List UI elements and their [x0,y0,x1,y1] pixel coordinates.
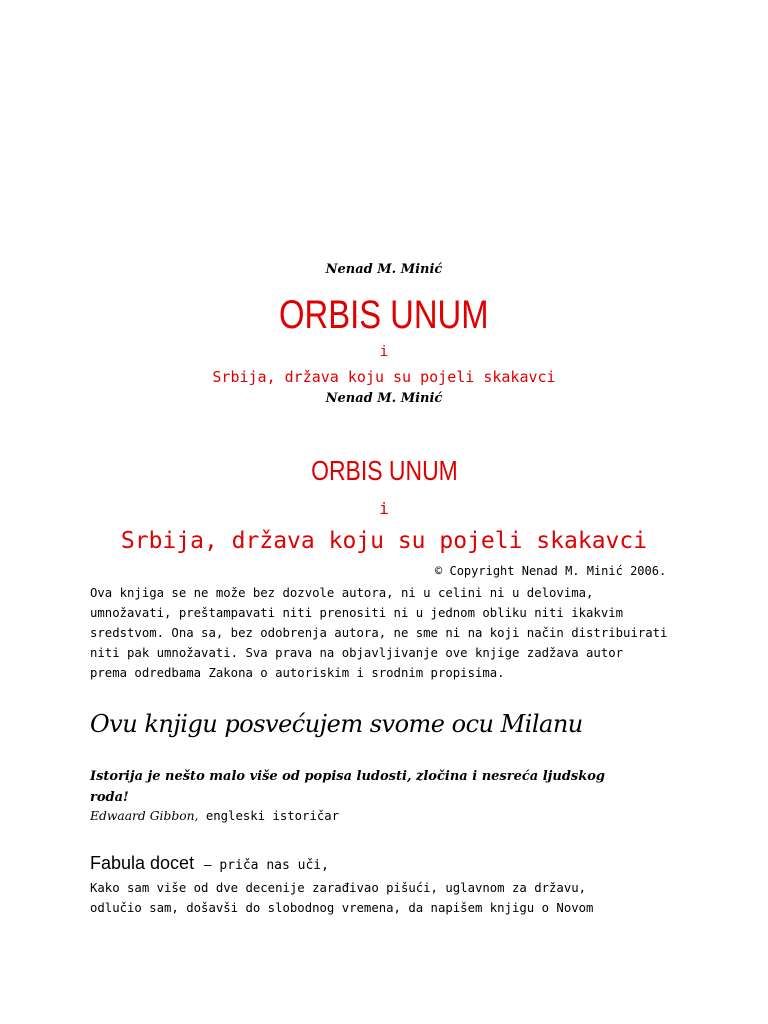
copyright-icon: © [435,564,443,578]
epigraph-line: Istorija je nešto malo više od popisa ludosti, zločina i nesreća ljudskog [90,769,605,784]
book-subtitle: Srbija, država koju su pojeli skakavci [212,368,556,386]
section-subtitle: – priča nas uči, [203,858,329,873]
book-title-2-text: ORBIS UNUM [310,455,458,486]
copyright-notice [90,583,667,683]
author-name: Nenad M. Minić [325,262,443,277]
section-title: Fabula docet [90,853,195,873]
copyright-notice-line: umnožavati, preštampavati niti prenositi ni u jednom obliku niti ikakvim [90,606,624,620]
author-name-2: Nenad M. Minić [325,391,443,406]
book-title [0,293,768,338]
book-title-2 [0,455,768,487]
book-title-text: ORBIS UNUM [279,293,489,337]
title-conjunction: i [379,344,389,360]
section-body [90,878,593,918]
paragraph-line: Kako sam više od dve decenije zarađivao pišući, uglavnom za državu, [90,881,587,895]
title-conjunction-2: i [379,499,389,518]
copyright-notice-line: prema odredbama Zakona o autoriskim i srodnim propisima. [90,666,505,680]
epigraph-line: roda! [90,790,129,805]
copyright-notice-line: niti pak umnožavati. Sva prava na objavljivanje ove knjige zadžava autor [90,646,624,660]
book-subtitle-2: Srbija, država koju su pojeli skakavci [120,528,648,554]
copyright-line [435,564,666,578]
copyright-notice-line: sredstvom. Ona sa, bez odobrenja autora, ne sme ni na koji način distribuirati [90,626,668,640]
epigraph-author-desc: engleski istoričar [205,809,340,823]
copyright-text: Copyright Nenad M. Minić 2006. [449,564,667,578]
epigraph-quote [90,766,605,808]
section-heading [90,853,329,874]
epigraph-author: Edwaard Gibbon, [90,809,199,823]
copyright-notice-line: Ova knjiga se ne može bez dozvole autora, ni u celini ni u delovima, [90,586,594,600]
epigraph-attribution [90,809,339,823]
dedication: Ovu knjigu posvećujem svome ocu Milanu [90,710,583,738]
paragraph-line: odlučio sam, došavši do slobodnog vremena, da napišem knjigu o Novom [90,901,594,915]
